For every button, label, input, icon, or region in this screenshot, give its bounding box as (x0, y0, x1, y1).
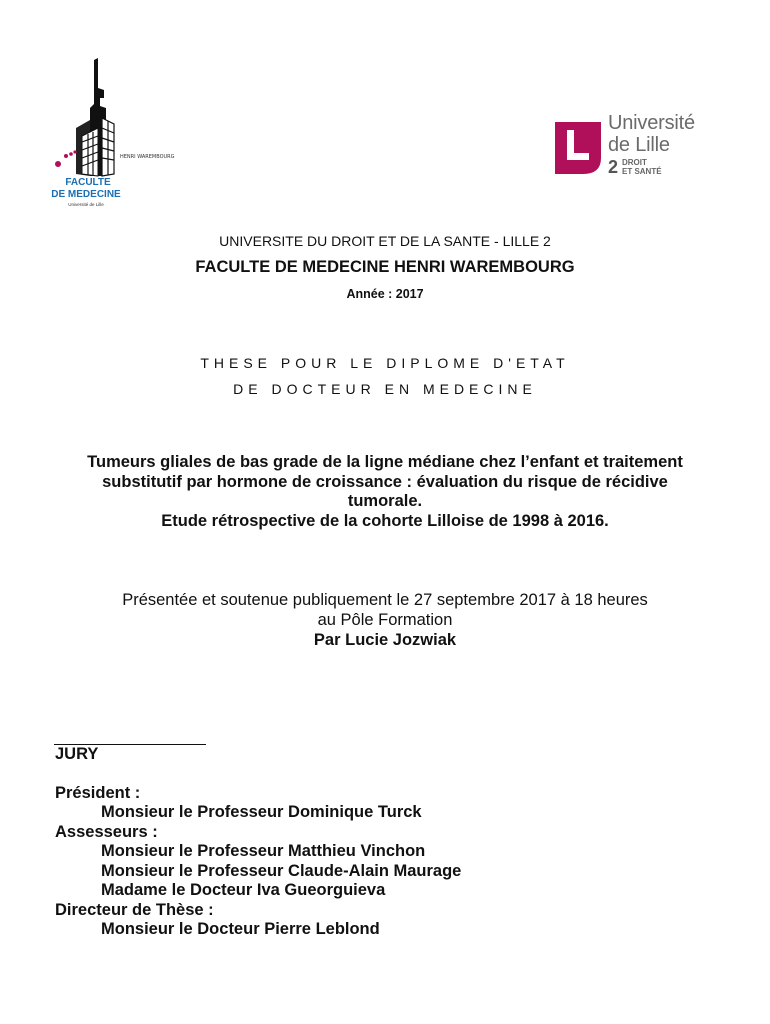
university-name: UNIVERSITE DU DROIT ET DE LA SANTE - LILLE 2 (219, 233, 551, 249)
jury-member-directeur: Monsieur le Docteur Pierre Leblond (101, 920, 380, 938)
svg-text:Université de Lille: Université de Lille (68, 202, 104, 207)
univ-logo-sub1: DROIT (622, 158, 647, 167)
presentation-block (40, 590, 730, 650)
thesis-title-line2: substitutif par hormone de croissance : évaluation du risque de récidive (102, 472, 668, 491)
faculty-name: FACULTE DE MEDECINE HENRI WAREMBOURG (195, 258, 575, 276)
thesis-title (40, 453, 730, 531)
assesseurs-label: Assesseurs : (55, 822, 158, 841)
these-heading-line2: DE DOCTEUR EN MEDECINE (233, 381, 537, 397)
jury-member-assesseur: Madame le Docteur Iva Gueorguieva (101, 881, 386, 899)
these-heading-line1: THESE POUR LE DIPLOME D'ETAT (200, 355, 570, 371)
presentation-date: Présentée et soutenue publiquement le 27 septembre 2017 à 18 heures (122, 591, 648, 609)
faculty-logo-graphic (42, 58, 175, 218)
jury-member-president: Monsieur le Professeur Dominique Turck (101, 803, 422, 821)
thesis-subtitle: Etude rétrospective de la cohorte Lilloise de 1998 à 2016. (161, 511, 609, 530)
jury-heading: JURY (55, 745, 99, 763)
thesis-title-line3: tumorale. (347, 492, 423, 510)
universite-de-lille-logo (553, 112, 723, 178)
directeur-label: Directeur de Thèse : (55, 900, 214, 919)
univ-emblem-icon (553, 112, 603, 178)
president-label: Président : (55, 783, 141, 802)
svg-text:DE MEDECINE: DE MEDECINE (51, 189, 121, 200)
jury-member-assesseur: Monsieur le Professeur Claude-Alain Maurage (101, 861, 462, 880)
author-name: Par Lucie Jozwiak (313, 631, 457, 649)
univ-logo-number: 2 (608, 157, 619, 177)
univ-logo-line1: Université (608, 112, 695, 134)
jury-section (55, 745, 735, 940)
presentation-location: au Pôle Formation (317, 611, 453, 629)
univ-logo-line2: de Lille (608, 134, 670, 156)
academic-year: Année : 2017 (346, 287, 424, 301)
thesis-title-line1: Tumeurs gliales de bas grade de la ligne médiane chez l’enfant et traitement (87, 453, 683, 471)
faculty-of-medicine-logo (42, 58, 175, 218)
svg-text:FACULTE: FACULTE (65, 177, 111, 188)
svg-text:HENRI WAREMBOURG: HENRI WAREMBOURG (120, 154, 175, 160)
jury-member-assesseur: Monsieur le Professeur Matthieu Vinchon (101, 842, 426, 860)
univ-logo-sub2: ET SANTÉ (622, 167, 662, 176)
